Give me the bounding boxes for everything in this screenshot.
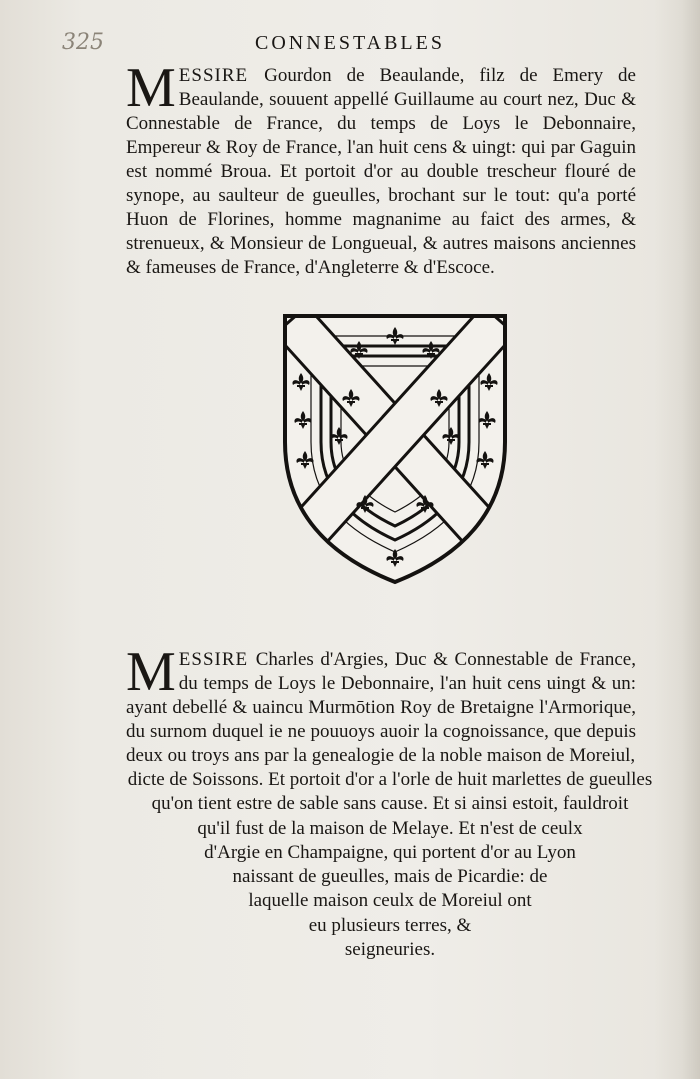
tapered-text-block [110, 768, 670, 962]
entry-charles-d-argies [126, 641, 636, 768]
tapered-line: laquelle maison ceulx de Moreiul ont [248, 890, 532, 912]
tapered-line: d'Argie en Champaigne, qui portent d'or au Lyon [204, 841, 576, 863]
tapered-line: qu'on tient estre de sable sans cause. Et si ainsi estoit, fauldroit [151, 793, 629, 815]
tapered-line: naissant de gueulles, mais de Picardie: de [232, 866, 548, 888]
entry-text: Gourdon de Beaulande, filz de Emery de Beaulande, souuent appellé Guillaume au court nez, Duc & Connestable de France, du temps de Loys le Debonnaire, Empereur & Roy de France, l'an huit cens & uingt: qui par Gaguin est nommé Broua. Et portoit d'or au double trescheur flouré de synope, au saulteur de gueulles, brochant sur le tout: qu'a porté Huon de Florines, homme magnanime au faict des armes, & strenueux, & Monsieur de Longueual, & autres maisons anciennes & fameuses de France, d'Angleterre & d'Escoce. [126, 65, 636, 278]
drop-cap: M [126, 641, 176, 703]
entry-line: du surnom duquel ie ne pouuoys auoir la cognoissance, que depuis [126, 721, 636, 742]
tapered-line: seigneuries. [344, 939, 436, 961]
entry-lead-word: ESSIRE [178, 649, 256, 670]
tapered-line: eu plusieurs terres, & [308, 914, 472, 936]
tapered-line: qu'il fust de la maison de Melaye. Et n'est de ceulx [197, 817, 583, 839]
entry-line: deux ou troys ans par la genealogie de la noble maison de Moreiul, [126, 745, 636, 766]
folio-number: 325 [62, 30, 104, 55]
entry-line: du temps de Loys le Debonnaire, l'an huit cens uingt & un: [178, 673, 636, 694]
drop-cap: M [126, 57, 176, 119]
entry-lead-word: ESSIRE [178, 65, 265, 86]
tapered-line: dicte de Soissons. Et portoit d'or a l'orle de huit marlettes de gueulles [127, 769, 653, 790]
entry-line: Charles d'Argies, Duc & Connestable de France, [255, 649, 636, 670]
entry-paragraph [126, 641, 636, 768]
entry-line: ayant debellé & uaincu Murmōtion Roy de Bretaigne l'Armorique, [126, 697, 636, 718]
entry-paragraph [126, 57, 636, 280]
entry-gourdon-de-beaulande [126, 57, 636, 280]
coat-of-arms-shield [281, 312, 509, 588]
running-head: CONNESTABLES [255, 32, 445, 54]
